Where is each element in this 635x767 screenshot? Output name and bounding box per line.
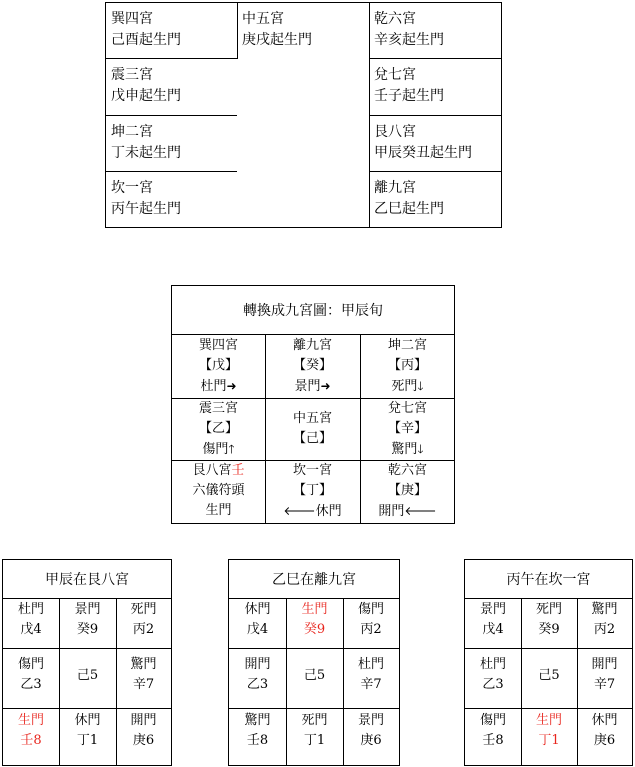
mid-cell-qian — [360, 461, 455, 522]
palace-stem: 【己】 — [292, 431, 332, 446]
cell-door: 景門 — [479, 602, 506, 617]
palace-name: 坎一宮 — [111, 180, 153, 196]
cell-door: 杜門 — [17, 602, 44, 617]
palace-desc: 辛亥起生門 — [374, 32, 444, 48]
grid-cell — [521, 666, 577, 686]
palace-name: 中五宮 — [292, 411, 332, 426]
palace-desc: 庚戌起生門 — [242, 32, 312, 48]
cell-stem: 庚6 — [360, 733, 382, 748]
cell-door: 開門 — [591, 657, 618, 672]
grid-cell — [286, 711, 343, 751]
cell-stem: 丁1 — [303, 733, 326, 748]
palace-stem: 【丙】 — [387, 358, 427, 373]
palace-door: 驚門 — [391, 442, 418, 457]
grid-cell — [465, 600, 521, 640]
palace-name: 乾六宮 — [387, 463, 427, 478]
cell-stem: 癸9 — [538, 622, 560, 637]
palace-desc: 丙午起生門 — [111, 201, 181, 217]
cell-door: 景門 — [74, 602, 101, 617]
palace-line2: 六儀符頭 — [192, 483, 245, 498]
cell-stem: 戊4 — [482, 622, 504, 637]
grid-cell — [3, 711, 59, 751]
cell-stem: 丁1 — [76, 733, 99, 748]
palace-name: 離九宮 — [374, 180, 416, 196]
grid-cell — [59, 666, 116, 686]
cell-stem: 辛7 — [360, 677, 382, 692]
grid-cell — [286, 666, 343, 686]
nine-palace-chart — [171, 285, 455, 524]
cell-stem: 壬8 — [246, 733, 269, 748]
grid-cell — [116, 711, 171, 751]
palace-door: 杜門 — [200, 379, 227, 394]
palace-desc: 丁未起生門 — [111, 145, 181, 161]
cell-stem: 己5 — [76, 668, 99, 683]
palace-door: 傷門 — [202, 442, 229, 457]
cell-stem: 戊4 — [20, 622, 42, 637]
palace-name: 乾六宮 — [374, 11, 416, 27]
cell-stem: 己5 — [538, 668, 560, 683]
cell-stem: 癸9 — [76, 622, 99, 637]
cell-door: 杜門 — [479, 657, 506, 672]
grid-title: 甲辰在艮八宮 — [45, 572, 129, 588]
grid-cell — [465, 711, 521, 751]
cell-door: 傷門 — [479, 713, 506, 728]
grid-cell — [229, 600, 286, 640]
grid-cell — [3, 655, 59, 695]
cell-stem: 己5 — [303, 668, 326, 683]
top-cell-dui — [369, 59, 502, 115]
cell-door: 開門 — [244, 657, 271, 672]
cell-door: 生門 — [301, 602, 328, 617]
arrow-up-icon: 🡑 — [228, 442, 235, 456]
grid-title: 乙巳在離九宮 — [272, 572, 356, 588]
palace-stem: 【戊】 — [198, 358, 238, 373]
mid-cell-zhong — [265, 409, 360, 449]
cell-door: 驚門 — [591, 602, 618, 617]
cell-stem: 辛7 — [132, 677, 155, 692]
palace-door: 休門 — [315, 504, 342, 519]
cell-door: 生門 — [17, 713, 44, 728]
top-cell-gen — [369, 116, 502, 171]
top-cell-kun — [106, 116, 237, 171]
cell-stem: 戊4 — [246, 622, 269, 637]
palace-name: 艮八宮 — [374, 124, 416, 140]
mid-cell-gen — [172, 461, 265, 521]
grid-cell — [343, 600, 399, 640]
mid-cell-zhen — [172, 399, 265, 460]
palace-desc: 戊申起生門 — [111, 88, 181, 104]
palace-stem: 【庚】 — [387, 483, 427, 498]
cell-stem: 乙3 — [246, 677, 269, 692]
palace-desc: 壬子起生門 — [374, 88, 444, 104]
top-cell-zhen — [106, 59, 237, 115]
cell-stem: 壬8 — [20, 733, 42, 748]
palace-name: 坎一宮 — [292, 463, 332, 478]
cell-stem: 丙2 — [360, 622, 382, 637]
palace-name: 兌七宮 — [374, 67, 416, 83]
cell-door: 傷門 — [17, 657, 44, 672]
palace-name-red: 壬 — [231, 463, 245, 478]
arrow-left-icon: 🡐 — [404, 504, 437, 518]
grid-cell — [577, 711, 632, 751]
grid-cell — [577, 600, 632, 640]
mid-cell-kan — [265, 461, 360, 522]
bottom-grid-jiachen — [2, 559, 172, 766]
palace-name: 震三宮 — [198, 401, 238, 416]
grid-cell — [229, 711, 286, 751]
cell-stem: 丙2 — [593, 622, 616, 637]
cell-stem: 乙3 — [482, 677, 504, 692]
cell-door: 生門 — [535, 713, 562, 728]
grid-cell — [521, 711, 577, 751]
chart-title: 轉換成九宮圖：甲辰旬 — [243, 303, 383, 319]
cell-stem: 丁1 — [538, 733, 560, 748]
cell-stem: 乙3 — [20, 677, 42, 692]
palace-stem: 【癸】 — [292, 358, 332, 373]
grid-cell — [521, 600, 577, 640]
palace-name: 巽四宮 — [111, 11, 153, 27]
mid-cell-dui — [360, 399, 455, 460]
grid-cell — [286, 600, 343, 640]
cell-stem: 庚6 — [593, 733, 616, 748]
bottom-grid-bingwu — [464, 559, 633, 766]
grid-cell — [59, 711, 116, 751]
cell-door: 景門 — [357, 713, 384, 728]
mid-cell-xun — [172, 336, 265, 397]
grid-cell — [577, 655, 632, 695]
cell-door: 杜門 — [357, 657, 384, 672]
cell-door: 驚門 — [130, 657, 157, 672]
cell-stem: 癸9 — [303, 622, 326, 637]
palace-name: 坤二宮 — [387, 338, 427, 353]
palace-stem: 【丁】 — [292, 483, 332, 498]
palace-desc: 己酉起生門 — [111, 32, 181, 48]
palace-door: 景門 — [294, 379, 321, 394]
cell-stem: 辛7 — [593, 677, 616, 692]
palace-name: 兌七宮 — [387, 401, 427, 416]
arrow-right-icon: ➜ — [226, 379, 237, 393]
palace-name: 艮八宮 — [192, 463, 232, 478]
cell-door: 死門 — [130, 602, 157, 617]
arrow-down-icon: 🡓 — [417, 442, 424, 456]
grid-cell — [343, 711, 399, 751]
palace-name: 離九宮 — [292, 338, 332, 353]
grid-cell — [343, 655, 399, 695]
top-cell-zhong — [237, 3, 369, 58]
palace-door: 死門 — [391, 379, 418, 394]
grid-cell — [116, 655, 171, 695]
top-cell-kan — [106, 172, 237, 228]
grid-cell — [59, 600, 116, 640]
cell-door: 休門 — [74, 713, 101, 728]
palace-line3: 生門 — [205, 503, 232, 518]
cell-door: 死門 — [535, 602, 562, 617]
palace-door: 開門 — [378, 504, 405, 519]
palace-stem: 【辛】 — [387, 421, 427, 436]
grid-cell — [116, 600, 171, 640]
top-cell-xun — [106, 3, 237, 58]
mid-cell-kun — [360, 336, 455, 397]
grid-cell — [465, 655, 521, 695]
cell-door: 休門 — [244, 602, 271, 617]
cell-door: 開門 — [130, 713, 157, 728]
top-palace-grid — [105, 2, 502, 228]
grid-title: 丙午在坎一宮 — [506, 572, 591, 588]
palace-name: 巽四宮 — [198, 338, 238, 353]
arrow-left-icon: 🡐 — [283, 504, 316, 518]
palace-desc: 甲辰癸丑起生門 — [374, 145, 472, 161]
palace-desc: 乙巳起生門 — [374, 201, 444, 217]
top-cell-li — [369, 172, 502, 228]
palace-name: 中五宮 — [242, 11, 284, 27]
cell-door: 驚門 — [244, 713, 271, 728]
top-cell-qian — [369, 3, 502, 58]
arrow-down-icon: 🡓 — [417, 379, 424, 393]
grid-cell — [3, 600, 59, 640]
cell-stem: 庚6 — [132, 733, 155, 748]
grid-cell — [229, 655, 286, 695]
cell-stem: 丙2 — [132, 622, 155, 637]
cell-stem: 壬8 — [482, 733, 504, 748]
cell-door: 死門 — [301, 713, 328, 728]
cell-door: 傷門 — [357, 602, 384, 617]
arrow-right-icon: ➜ — [320, 379, 331, 393]
palace-name: 震三宮 — [111, 67, 153, 83]
mid-cell-li — [265, 336, 360, 397]
palace-name: 坤二宮 — [111, 124, 153, 140]
cell-door: 休門 — [591, 713, 618, 728]
bottom-grid-yisi — [228, 559, 400, 766]
palace-stem: 【乙】 — [198, 421, 238, 436]
